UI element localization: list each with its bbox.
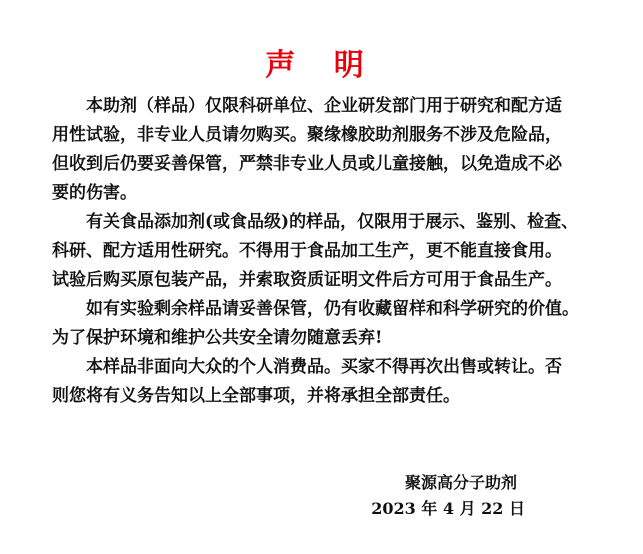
paragraph-line: 则您将有义务告知以上全部事项，并将承担全部责任。 [52,386,460,406]
paragraph-line: 科研、配方适用性研究。不得用于食品加工生产，更不能直接食用。 [52,241,562,261]
paragraph-3 [52,295,618,353]
paragraph-line: 如有实验剩余样品请妥善保管，仍有收藏留样和科学研究的价值。 [86,299,579,319]
document-body [52,92,618,411]
paragraph-line: 试验后购买原包装产品，并索取资质证明文件后方可用于食品生产。 [52,270,562,290]
paragraph-4 [52,353,618,411]
signature-block [0,470,525,522]
paragraph-line: 有关食品添加剂(或食品级)的样品，仅限用于展示、鉴别、检查、 [86,212,579,232]
signature-date: 2023 年 4 月 22 日 [371,499,525,518]
paragraph-line: 为了保护环境和维护公共安全请勿随意丢弃! [52,328,383,348]
paragraph-1 [52,92,618,208]
paragraph-2 [52,208,618,295]
paragraph-line: 用性试验，非专业人员请勿购买。聚缘橡胶助剂服务不涉及危险品， [52,125,562,145]
paragraph-line: 要的伤害。 [52,183,137,203]
paragraph-line: 本助剂（样品）仅限科研单位、企业研发部门用于研究和配方适 [86,96,562,116]
signature-organization: 聚源高分子助剂 [404,473,517,492]
document-title: 声 明 [265,48,378,83]
paragraph-line: 本样品非面向大众的个人消费品。买家不得再次出售或转让。否 [86,357,562,377]
paragraph-line: 但收到后仍要妥善保管，严禁非专业人员或儿童接触，以免造成不必 [52,154,562,174]
